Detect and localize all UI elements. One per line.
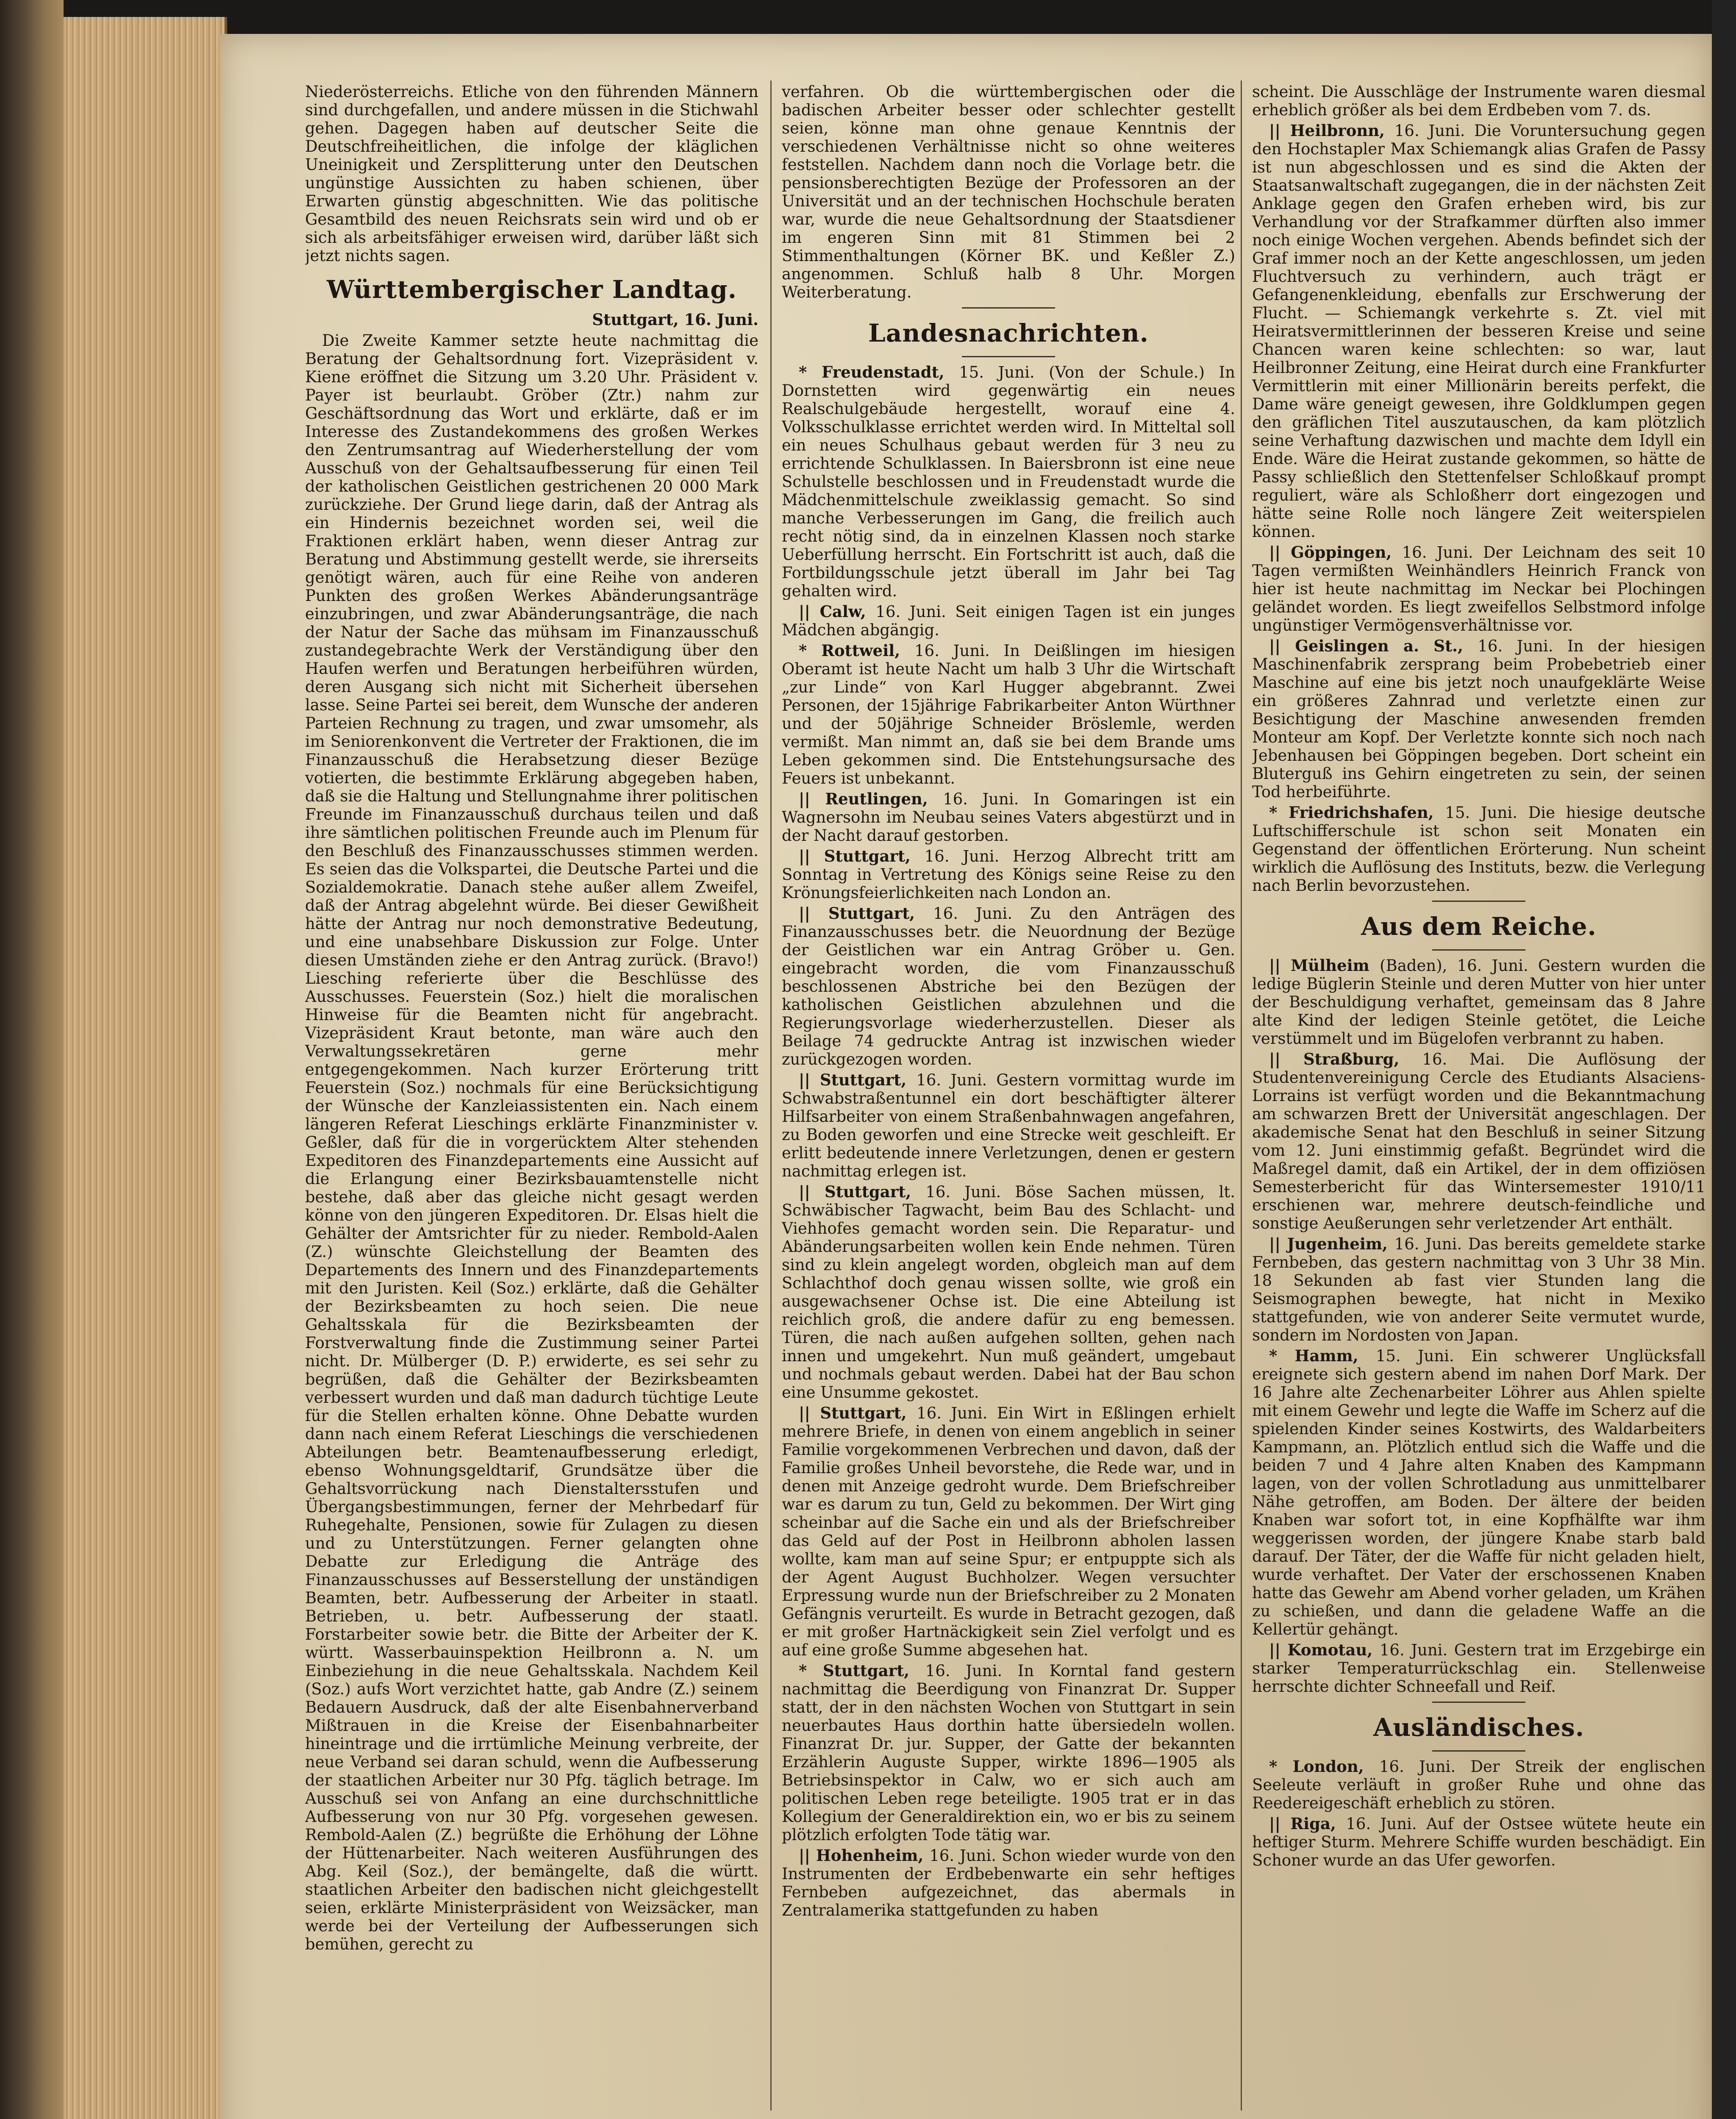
news-list [782,363,1235,1919]
article-continuation: Niederösterreichs. Etliche von den führenden Männern sind durchgefallen, und andere müssen in die Stichwahl gehen. Dagegen haben auf deutscher Seite die Deutschfreiheitlichen, die infolge der kläglichen Uneinigkeit und Zersplitterung unter den Deutschen ungünstige Aussichten zu haben schienen, über Erwarten günstig abgeschnitten. Wie das politische Gesamtbild des neuen Reichsrats sein wird und ob er sich als arbeitsfähiger erweisen wird, darüber läßt sich jetzt nichts sagen. [305,83,758,265]
column-rule [770,81,772,2111]
news-item-place: || Göppingen, [1269,543,1402,562]
dateline: Stuttgart, 16. Juni. [592,310,758,329]
column-3 [1252,83,1705,2117]
page-stack-edge [64,17,227,2119]
news-item [1252,122,1705,541]
news-item-text: 16. Juni. In Deißlingen im hiesigen Oberamt ist heute Nacht um halb 3 Uhr die Wirtschaft „zur Linde“ von Karl Hugger abgebrannt. Zwei Personen, der 15jährige Fabrikarbeiter Anton Würthner und der 50jährige Schneider Bröslemle, werden vermißt. Man nimmt an, daß sie bei dem Brande ums Leben gekommen sind. Die Entstehungsursache des Feuers ist unbekannt. [782,642,1235,787]
separator [962,356,1055,357]
news-item [782,603,1235,639]
news-item-text: 15. Juni. Die hiesige deutsche Luftschifferschule ist schon seit Monaten ein Gegenstand der öffentlichen Erörterung. Nun scheint wirklich die Auflösung des Instituts, bezw. die Verlegung nach Berlin bevorzustehen. [1252,804,1705,895]
news-item [782,847,1235,902]
news-item-place: || Komotau, [1269,1641,1380,1659]
news-list [1252,957,1705,1696]
news-item [782,1183,1235,1402]
news-item-place: || Geislingen a. St., [1269,637,1478,655]
news-item-place: * Stuttgart, [799,1661,925,1680]
separator [1432,949,1525,951]
news-item-text: 16. Juni. Herzog Albrecht tritt am Sonntag in Vertretung des Königs seine Reise zu den Krönungsfeierlichkeiten nach London an. [782,847,1235,902]
news-item-place: || Riga, [1269,1814,1346,1833]
news-item-place: || Stuttgart, [799,1071,917,1089]
news-item-place: * Rottweil, [799,641,915,660]
news-item-text: 16. Juni. Gestern trat im Erzgebirge ein starker Temperaturrückschlag ein. Stellenweise herrschte dichter Schneefall und Reif. [1252,1641,1705,1696]
section-heading: Ausländisches. [1373,1713,1585,1742]
news-item-place: || Stuttgart, [799,847,925,865]
news-item-text: 16. Juni. Böse Sachen müssen, lt. Schwäbischer Tagwacht, beim Bau des Schlacht- und Viehhofes gemacht worden sein. Die Reparatur- und Abänderungsarbeiten wollen kein Ende nehmen. Türen sind zu klein angelegt worden, obgleich man auf dem Schlachthof doch genau wissen sollte, wie groß ein ausgewachsener Ochse ist. Die eine Abteilung ist reichlich groß, die andere dafür zu eng bemessen. Türen, die nach außen aufgehen sollten, gehen nach innen und umgekehrt. Nun muß geändert, umgebaut und nochmals gebaut werden. Dabei hat der Bau schon eine Unsumme gekostet. [782,1183,1235,1402]
news-item [1252,804,1705,895]
news-item-text: 16. Juni. In Gomaringen ist ein Wagnersohn im Neubau seines Vaters abgestürzt und in der Nacht darauf gestorben. [782,790,1235,845]
scan-top-border [0,0,1736,34]
separator [1432,1702,1525,1703]
news-item-text: 16. Juni. Auf der Ostsee wütete heute ein heftiger Sturm. Mehrere Schiffe wurden beschädigt. Ein Schoner wurde an das Ufer geworfen. [1252,1815,1705,1869]
news-item-place: || Calw, [799,602,876,621]
news-item-text: 16. Juni. In der hiesigen Maschinenfabrik zersprang beim Probebetrieb einer Maschine auf eine bis jetzt noch unaufgeklärte Weise ein größeres Zahnrad und verletzte einen zur Besichtigung der Maschine anwesenden fremden Monteur am Kopf. Der Verletzte konnte sich noch nach Jebenhausen bei Göppingen begeben. Dort scheint ein Bluterguß ins Gehirn eingetreten zu sein, der seinen Tod herbeiführte. [1252,637,1705,801]
news-item [782,790,1235,845]
news-list [1252,1757,1705,1869]
article-continuation: verfahren. Ob die württembergischen oder die badischen Arbeiter besser oder schlechter gestellt seien, könne man ohne genaue Kenntnis der verschiedenen Verhältnisse nicht so ohne weiteres feststellen. Nachdem dann noch die Vorlage betr. die pensionsberechtigten Bezüge der Professoren an der Universität und an der technischen Hochschule beraten war, wurde die neue Gehaltsordnung der Staatsdiener im engeren Sinn mit 81 Stimmen bei 2 Stimmenthaltungen (Körner BK. und Keßler Z.) angenommen. Schluß halb 8 Uhr. Morgen Weiterberatung. [782,83,1235,301]
news-item-text: 16. Juni. Der Leichnam des seit 10 Tagen vermißten Weinhändlers Heinrich Franck von hier ist heute nachmittag im Neckar bei Plochingen geländet worden. Es liegt zweifellos Selbstmord infolge ungünstiger Vermögensverhältnisse vor. [1252,543,1705,634]
news-item-text: 16. Juni. Gestern vormittag wurde im Schwabstraßentunnel ein dort beschäftigter älterer Hilfsarbeiter von einem Straßenbahnwagen angefahren, zu Boden geworfen und eine Strecke weit geschleift. Er erlitt bedeutende innere Verletzungen, denen er gestern nachmittag erlegen ist. [782,1071,1235,1180]
news-item-place: || Hohenheim, [799,1846,930,1865]
column-rule [1241,81,1242,2111]
news-item-text: 16. Juni. In Korntal fand gestern nachmittag die Beerdigung von Finanzrat Dr. Supper statt, der in den nächsten Wochen von Stuttgart in sein neuerbautes Haus dorthin hatte übersiedeln wollen. Finanzrat Dr. jur. Supper, der Gatte der bekannten Erzählerin Auguste Supper, wirkte 1896—1905 als Betriebsinspektor in Calw, wo er sich auch am politischen Leben rege beteiligte. 1905 trat er in das Kollegium der Generaldirektion ein, wo er bis zu seinem plötzlich erfolgten Tode tätig war. [782,1662,1235,1844]
news-item-text: 16. Juni. Schon wieder wurde von den Instrumenten der Erdbebenwarte ein sehr heftiges Fernbeben aufgezeichnet, das abermals in Zentralamerika stattgefunden zu haben [782,1846,1235,1919]
news-item [782,1846,1235,1919]
separator [962,307,1055,309]
news-item [1252,1050,1705,1232]
section-heading: Aus dem Reiche. [1361,912,1597,941]
news-item-text: 16. Juni. Der Streik der englischen Seeleute verläuft in großer Ruhe und ohne das Reedereigeschäft erheblich zu stören. [1252,1757,1705,1812]
news-item [1252,1757,1705,1812]
news-item-text: 16. Mai. Die Auflösung der Studentenvereinigung Cercle des Etudiants Alsaciens-Lorrains ist verfügt worden und die Bekanntmachung am schwarzen Brett der Universität angeschlagen. Der akademische Senat hat den Beschluß in seiner Sitzung vom 12. Juni einstimmig gefaßt. Begründet wird die Maßregel damit, daß ein Artikel, der in dem offiziösen Semesterbericht für das Wintersemester 1910/11 erschienen war, mehrere deutsch-feindliche und sonstige Aeußerungen sehr verletzender Art enthält. [1252,1050,1705,1232]
news-item [1252,1641,1705,1696]
news-item-place: || Straßburg, [1269,1050,1422,1068]
news-item [782,1404,1235,1659]
news-item-place: * Hamm, [1269,1346,1376,1365]
section-heading: Württembergischer Landtag. [327,275,737,304]
column-1 [305,83,758,2117]
news-item-place: || Heilbronn, [1269,121,1394,140]
news-item [1252,1235,1705,1344]
news-item-text: 16. Juni. Das bereits gemeldete starke Fernbeben, das gestern nachmittag von 3 Uhr 38 Min. 18 Sekunden ab fast vier Stunden lang die Seismographen bewegte, hat nicht in Mexiko stattgefunden, wie von anderer Seite vermutet wurde, sondern im Nordosten von Japan. [1252,1235,1705,1344]
column-2 [782,83,1235,2117]
separator [1432,1750,1525,1752]
news-item [782,904,1235,1068]
news-item-place: || Mülheim [1269,956,1380,975]
news-item-place: * Friedrichshafen, [1269,803,1445,822]
news-item [1252,1347,1705,1638]
news-item-text: (Baden), 16. Juni. Gestern wurden die ledige Büglerin Steinle und deren Mutter von hier unter der Beschuldigung verhaftet, gemeinsam das 8 Jahre alte Kind der ledigen Steinle getötet, die Leiche verstümmelt und im Bügelofen verbrannt zu haben. [1252,957,1705,1048]
news-item-place: || Jugenheim, [1269,1235,1394,1253]
news-item [782,642,1235,787]
news-item [1252,957,1705,1048]
separator [1432,901,1525,902]
news-item-text: 15. Juni. Ein schwerer Unglücksfall ereignete sich gestern abend im nahen Dorf Mark. Der 16 Jahre alte Zechenarbeiter Löhrer aus Ahlen spielte mit einem Gewehr und legte die Waffe im Scherz auf die spielenden Kinder seines Kostwirts, des Waldarbeiters Kampmann, an. Plötzlich entlud sich die Waffe und die beiden 7 und 4 Jahre alten Knaben des Kampmann lagen, von der vollen Schrotladung aus unmittelbarer Nähe getroffen, am Boden. Der ältere der beiden Knaben war sofort tot, in eine Kopfhälfte war ihm weggerissen worden, der jüngere Knabe starb bald darauf. Der Täter, der die Waffe für nicht geladen hielt, wurde verhaftet. Der Vater der erschossenen Knaben hatte das Gewehr am Abend vorher geladen, um Krähen zu schießen, und dann die geladene Waffe an die Kellertür gehängt. [1252,1347,1705,1638]
news-item-place: || Stuttgart, [799,1404,917,1422]
scan-right-border [1712,0,1736,2119]
news-item [1252,1815,1705,1869]
news-item [782,363,1235,600]
news-item [1252,637,1705,801]
book-binding [0,0,64,2119]
news-list [1252,122,1705,895]
article-body: Die Zweite Kammer setzte heute nachmittag die Beratung der Gehaltsordnung fort. Vizepräsident v. Kiene eröffnet die Sitzung um 3.20 Uhr. Präsident v. Payer ist beurlaubt. Gröber (Ztr.) nahm zur Geschäftsordnung das Wort und erklärte, daß er im Interesse des Zustandekommens des großen Werkes den Zentrumsantrag auf Wiederherstellung der vom Ausschuß von der Gehaltsaufbesserung für einen Teil der katholischen Geistlichen gestrichenen 20 000 Mark zurückziehe. Der Grund liege darin, daß der Antrag als ein Hindernis bezeichnet worden sei, weil die Fraktionen erklärt haben, wenn dieser Antrag zur Beratung und Abstimmung gestellt werde, sie ihrerseits genötigt wären, auch für eine Reihe von anderen Punkten des großen Werkes Abänderungsanträge einzubringen, und zwar Abänderungsanträge, die nach der Natur der Sache das mühsam im Finanzausschuß zustandegebrachte Werk der Verständigung über den Haufen werfen und Beratungen herbeiführen würden, deren Ausgang sich nicht mit Sicherheit übersehen lasse. Seine Partei sei bereit, dem Wunsche der anderen Parteien Rechnung zu tragen, und zwar umsomehr, als im Seniorenkonvent die Vertreter der Fraktionen, die im Finanzausschuß die Herabsetzung dieser Bezüge votierten, die bestimmte Erklärung abgegeben haben, daß sie die Haltung und Stellungnahme ihrer politischen Freunde im Finanzausschuß durchaus teilen und daß ihre sämtlichen politischen Freunde auch im Plenum für den Beschluß des Finanzausschusses stimmen werden. Es seien das die Volkspartei, die Deutsche Partei und die Sozialdemokratie. Danach stehe außer allem Zweifel, daß der Antrag abgelehnt würde. Bei dieser Gewißheit hätte der Antrag nur noch demonstrative Bedeutung, und eine unabsehbare Diskussion zur Folge. Unter diesen Umständen ziehe er den Antrag zurück. (Bravo!) Liesching referierte über die Beschlüsse des Ausschusses. Feuerstein (Soz.) hielt die moralischen Hinweise für die Beamten nicht für angebracht. Vizepräsident Kraut betonte, man wäre auch den Verwaltungssekretären gerne mehr entgegengekommen. Nach kurzer Erörterung tritt Feuerstein (Soz.) nochmals für eine Berücksichtigung der Wünsche der Kanzleiassistenten ein. Nach einem längeren Referat Lieschings erklärte Finanzminister v. Geßler, daß für die in vorgerücktem Alter stehenden Expeditoren des Finanzdepartements eine Aussicht auf die Erlangung einer Bezirksbauamtenstelle nicht bestehe, daß aber das gleiche nicht gesagt werden könne von den jüngeren Expeditoren. Dr. Elsas hielt die Gehälter der Amtsrichter für zu nieder. Rembold-Aalen (Z.) wünschte Gleichstellung der Beamten des Departements des Innern und des Finanzdepartements mit den Juristen. Keil (Soz.) erklärte, daß die Gehälter der Bezirksbeamten zu hoch seien. Die neue Gehaltsskala für die Bezirksbeamten der Forstverwaltung finde die Zustimmung seiner Partei nicht. Dr. Mülberger (D. P.) erwiderte, es sei sehr zu begrüßen, daß die Gehälter der Bezirksbeamten verbessert wurden und daß man dadurch tüchtige Leute für die Stellen erhalten könne. Ohne Debatte wurden dann nach einem Referat Lieschings die verschiedenen Abteilungen betr. Beamtenaufbesserung erledigt, ebenso Wohnungsgeldtarif, Grundsätze über die Gehaltsvorrückung nach Dienstaltersstufen und Übergangsbestimmungen, ferner der Mehrbedarf für Ruhegehalte, Pensionen, sowie für Zulagen zu diesen und zu Unterstützungen. Ferner gelangten ohne Debatte zur Erledigung die Anträge des Finanzausschusses auf Besserstellung der unständigen Beamten, betr. Aufbesserung der Arbeiter in staatl. Betrieben, u. betr. Aufbesserung der staatl. Forstarbeiter sowie betr. die Bitte der Arbeiter der K. württ. Wasserbauinspektion Heilbronn a. N. um Einbeziehung in die neue Gehaltsskala. Nachdem Keil (Soz.) aufs Wort verzichtet hatte, gab Andre (Z.) seinem Bedauern Ausdruck, daß der alte Eisenbahnerverband Mißtrauen in die Kreise der Eisenbahnarbeiter hineintrage und die irrtümliche Meinung verbreite, der neue Verband sei daran schuld, wenn die Aufbesserung der staatlichen Arbeiter nur 30 Pfg. täglich betrage. Im Ausschuß sei von Anfang an eine durchschnittliche Aufbesserung von nur 30 Pfg. vorgesehen gewesen. Rembold-Aalen (Z.) begrüßte die Erhöhung der Löhne der Hüttenarbeiter. Nach weiteren Ausführungen des Abg. Keil (Soz.), der bemängelte, daß die württ. staatlichen Arbeiter den badischen nicht gleichgestellt seien, erklärte Ministerpräsident von Weizsäcker, man werde bei der Verteilung der Aufbesserungen sich bemühen, gerecht zu [305,331,758,1953]
news-item-place: * Freudenstadt, [799,363,959,381]
news-item-text: 16. Juni. Zu den Anträgen des Finanzausschusses betr. die Neuordnung der Bezüge der Geistlichen war ein Antrag Gröber u. Gen. eingebracht worden, die vom Finanzausschuß beschlossenen Abstriche bei den Bezügen der katholischen Geistlichen abzulehnen und die Regierungsvorlage wiederherzustellen. Dieser als Beilage 74 gedruckte Antrag ist inzwischen wieder zurückgezogen worden. [782,904,1235,1068]
news-item-text: 16. Juni. Ein Wirt in Eßlingen erhielt mehrere Briefe, in denen von einem angeblich in seiner Familie vorgekommenen Verbrechen und davon, daß der Familie großes Unheil bevorstehe, die Rede war, und in denen mit Anzeige gedroht wurde. Dem Briefschreiber war es darum zu tun, Geld zu bekommen. Der Wirt ging scheinbar auf die Sache ein und als der Briefschreiber das Geld auf der Post in Heilbronn abholen lassen wollte, kam man auf seine Spur; er entpuppte sich als der Agent August Buchholzer. Wegen versuchter Erpressung wurde nun der Briefschreiber zu 2 Monaten Gefängnis verurteilt. Es wurde in Betracht gezogen, daß er mit großer Hartnäckigkeit sein Ziel verfolgt und es auf eine große Summe abgesehen hat. [782,1404,1235,1659]
news-item-text: 16. Juni. Die Voruntersuchung gegen den Hochstapler Max Schiemangk alias Grafen de Passy ist nun abgeschlossen und es sind die Akten der Staatsanwaltschaft zugegangen, die in der nächsten Zeit Anklage gegen den Grafen erheben wird, bis zur Verhandlung vor der Strafkammer dürften also immer noch einige Wochen vergehen. Abends befindet sich der Graf immer noch an der Kette angeschlossen, um jeden Fluchtversuch zu verhindern, auch trägt er Gefangenenkleidung, ebenfalls zur Erschwerung der Flucht. — Schiemangk verkehrte s. Zt. viel mit Heiratsvermittlerinnen der besseren Kreise und seine Chancen waren keine schlechten: so war, laut Heilbronner Zeitung, eine Heirat durch eine Frankfurter Vermittlerin mit einer Millionärin bereits perfekt, die Dame wäre geneigt gewesen, ihre Goldklumpen gegen den gräflichen Titel auszutauschen, da kam plötzlich seine Verhaftung dazwischen und machte dem Idyll ein Ende. Wäre die Heirat zustande gekommen, so hätte de Passy schließlich den Stettenfelser Schloßkauf prompt reguliert, wäre als Schloßherr dort eingezogen und hätte seine Rolle noch längere Zeit weiterspielen können. [1252,122,1705,541]
news-item [782,1071,1235,1180]
news-item-place: || Stuttgart, [799,904,933,923]
news-item-place: || Reutlingen, [799,790,943,808]
section-heading: Landesnachrichten. [868,319,1149,348]
news-item-text: 15. Juni. (Von der Schule.) In Dornstetten wird gegenwärtig ein neues Realschulgebäude hergestellt, worauf eine 4. Volksschulklasse errichtet werden wird. In Mitteltal soll ein neues Schulhaus gebaut werden für 3 neu zu errichtende Schulklassen. In Baiersbronn ist eine neue Schulstelle beschlossen und in Freudenstadt wurde die Mädchenmittelschule zweiklassig gemacht. So sind manche Verbesserungen im Gang, die freilich auch recht nötig sind, da in einzelnen Klassen noch starke Ueberfüllung herrscht. Ein Fortschritt ist auch, daß die Fortbildungsschule jetzt überall im Jahr bei Tag gehalten wird. [782,363,1235,600]
article-continuation: scheint. Die Ausschläge der Instrumente waren diesmal erheblich größer als bei dem Erdbeben vom 7. ds. [1252,83,1705,119]
news-item [1252,543,1705,634]
news-item-text: 16. Juni. Seit einigen Tagen ist ein junges Mädchen abgängig. [782,603,1235,639]
news-item [782,1662,1235,1844]
news-item-place: * London, [1269,1757,1379,1776]
news-item-place: || Stuttgart, [799,1182,926,1201]
